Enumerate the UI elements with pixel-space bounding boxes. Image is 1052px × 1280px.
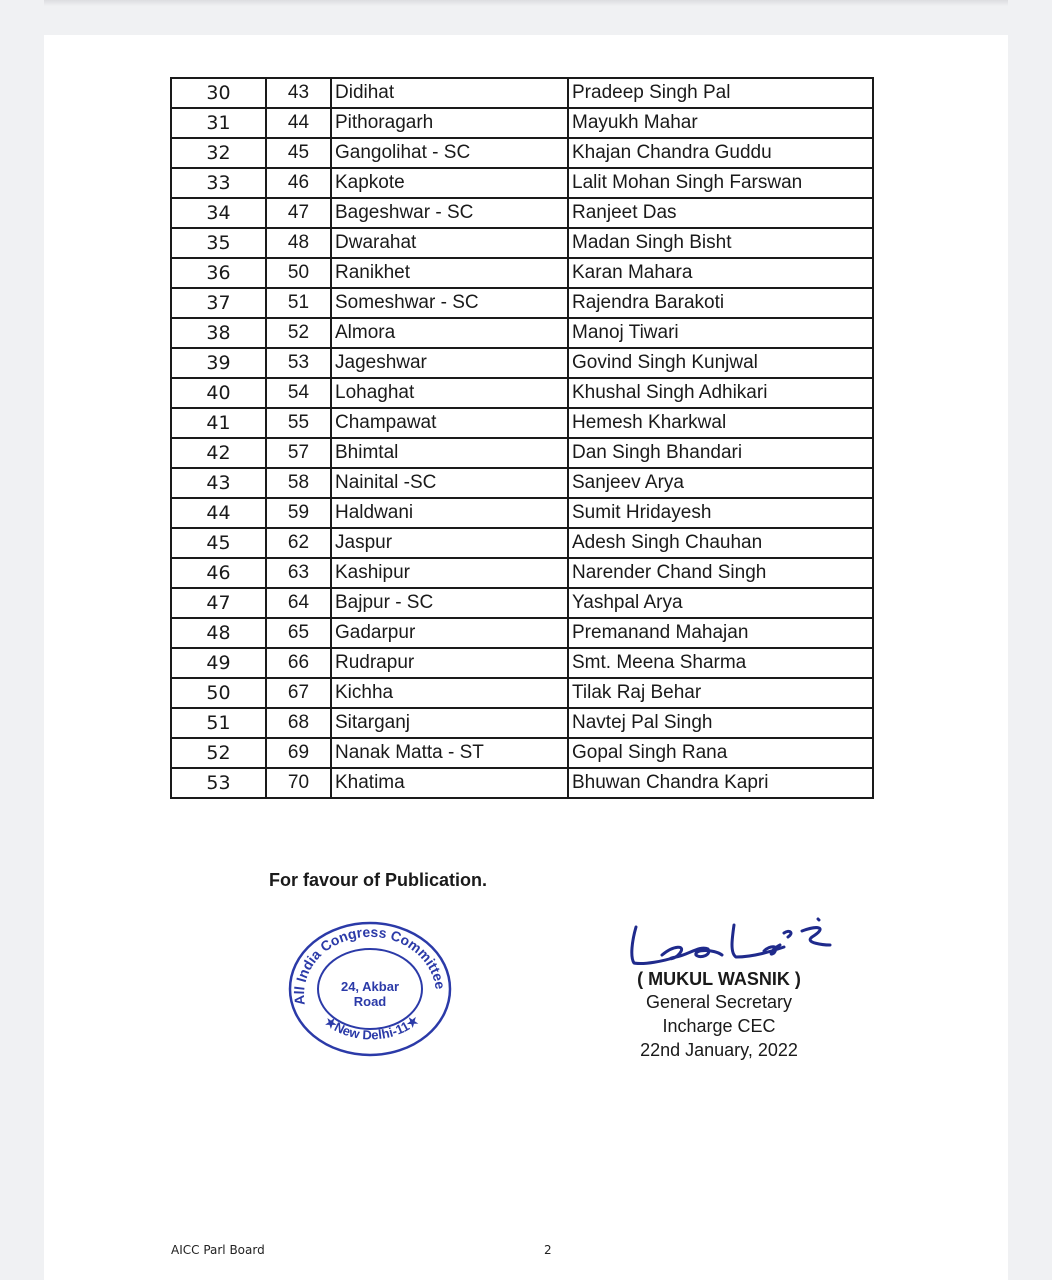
serial-number-cell: 38	[171, 318, 266, 348]
table-row	[171, 348, 873, 378]
signatory-name: ( MUKUL WASNIK )	[637, 969, 801, 989]
table-row	[171, 768, 873, 798]
table-row	[171, 198, 873, 228]
candidate-name-cell: Narender Chand Singh	[568, 558, 873, 588]
candidate-name-cell: Premanand Mahajan	[568, 618, 873, 648]
ac-number-cell: 55	[266, 408, 331, 438]
serial-number-cell: 52	[171, 738, 266, 768]
ac-number-cell: 64	[266, 588, 331, 618]
serial-number-cell: 39	[171, 348, 266, 378]
ac-number-cell: 63	[266, 558, 331, 588]
ac-number-cell: 47	[266, 198, 331, 228]
candidate-name-cell: Gopal Singh Rana	[568, 738, 873, 768]
ac-number-cell: 52	[266, 318, 331, 348]
constituency-cell: Bhimtal	[331, 438, 568, 468]
serial-number-cell: 31	[171, 108, 266, 138]
signature-date: 22nd January, 2022	[640, 1040, 798, 1060]
constituency-cell: Nainital -SC	[331, 468, 568, 498]
table-row	[171, 318, 873, 348]
candidate-name-cell: Yashpal Arya	[568, 588, 873, 618]
serial-number-cell: 34	[171, 198, 266, 228]
serial-number-cell: 36	[171, 258, 266, 288]
signature-block	[599, 905, 839, 1062]
candidate-name-cell: Sanjeev Arya	[568, 468, 873, 498]
serial-number-cell: 44	[171, 498, 266, 528]
table-row	[171, 468, 873, 498]
constituency-cell: Gadarpur	[331, 618, 568, 648]
candidate-name-cell: Khajan Chandra Guddu	[568, 138, 873, 168]
constituency-cell: Sitarganj	[331, 708, 568, 738]
candidate-name-cell: Hemesh Kharkwal	[568, 408, 873, 438]
table-row	[171, 498, 873, 528]
page-number: 2	[544, 1243, 552, 1257]
serial-number-cell: 37	[171, 288, 266, 318]
table-row	[171, 438, 873, 468]
candidate-name-cell: Lalit Mohan Singh Farswan	[568, 168, 873, 198]
constituency-cell: Ranikhet	[331, 258, 568, 288]
ac-number-cell: 51	[266, 288, 331, 318]
ac-number-cell: 53	[266, 348, 331, 378]
constituency-cell: Kapkote	[331, 168, 568, 198]
candidate-name-cell: Khushal Singh Adhikari	[568, 378, 873, 408]
candidate-name-cell: Adesh Singh Chauhan	[568, 528, 873, 558]
constituency-cell: Kichha	[331, 678, 568, 708]
constituency-cell: Bageshwar - SC	[331, 198, 568, 228]
candidate-name-cell: Madan Singh Bisht	[568, 228, 873, 258]
constituency-cell: Lohaghat	[331, 378, 568, 408]
constituency-cell: Dwarahat	[331, 228, 568, 258]
constituency-cell: Haldwani	[331, 498, 568, 528]
table-row	[171, 408, 873, 438]
serial-number-cell: 51	[171, 708, 266, 738]
ac-number-cell: 65	[266, 618, 331, 648]
candidate-table	[170, 77, 874, 799]
constituency-cell: Pithoragarh	[331, 108, 568, 138]
table-row	[171, 738, 873, 768]
footer-org: AICC Parl Board	[171, 1243, 265, 1257]
candidate-name-cell: Govind Singh Kunjwal	[568, 348, 873, 378]
serial-number-cell: 46	[171, 558, 266, 588]
constituency-cell: Kashipur	[331, 558, 568, 588]
candidate-table-body	[171, 78, 873, 798]
ac-number-cell: 46	[266, 168, 331, 198]
table-row	[171, 108, 873, 138]
candidate-name-cell: Dan Singh Bhandari	[568, 438, 873, 468]
constituency-cell: Almora	[331, 318, 568, 348]
seal-outer-text-top: All India Congress Committee	[290, 923, 449, 1006]
candidate-name-cell: Rajendra Barakoti	[568, 288, 873, 318]
table-row	[171, 78, 873, 108]
table-row	[171, 228, 873, 258]
table-row	[171, 528, 873, 558]
ac-number-cell: 66	[266, 648, 331, 678]
serial-number-cell: 50	[171, 678, 266, 708]
serial-number-cell: 47	[171, 588, 266, 618]
seal-center-line1: 24, Akbar	[340, 979, 400, 994]
table-row	[171, 378, 873, 408]
viewer-top-edge	[44, 0, 1008, 6]
constituency-cell: Khatima	[331, 768, 568, 798]
table-row	[171, 708, 873, 738]
constituency-cell: Didihat	[331, 78, 568, 108]
serial-number-cell: 40	[171, 378, 266, 408]
aicc-seal-icon	[284, 917, 456, 1057]
constituency-cell: Rudrapur	[331, 648, 568, 678]
table-row	[171, 558, 873, 588]
serial-number-cell: 30	[171, 78, 266, 108]
table-row	[171, 138, 873, 168]
candidate-name-cell: Smt. Meena Sharma	[568, 648, 873, 678]
serial-number-cell: 35	[171, 228, 266, 258]
table-row	[171, 288, 873, 318]
serial-number-cell: 43	[171, 468, 266, 498]
table-row	[171, 588, 873, 618]
ac-number-cell: 50	[266, 258, 331, 288]
constituency-cell: Someshwar - SC	[331, 288, 568, 318]
ac-number-cell: 69	[266, 738, 331, 768]
ac-number-cell: 58	[266, 468, 331, 498]
publication-note: For favour of Publication.	[269, 870, 488, 890]
ac-number-cell: 44	[266, 108, 331, 138]
ac-number-cell: 70	[266, 768, 331, 798]
serial-number-cell: 33	[171, 168, 266, 198]
document-page	[44, 35, 1008, 1280]
svg-text:★New Delhi-11★	[322, 1012, 422, 1043]
table-row	[171, 168, 873, 198]
signatory-role: Incharge CEC	[662, 1016, 776, 1036]
constituency-cell: Champawat	[331, 408, 568, 438]
serial-number-cell: 41	[171, 408, 266, 438]
candidate-name-cell: Bhuwan Chandra Kapri	[568, 768, 873, 798]
candidate-name-cell: Tilak Raj Behar	[568, 678, 873, 708]
handwritten-signature-icon	[604, 905, 834, 977]
candidate-name-cell: Mayukh Mahar	[568, 108, 873, 138]
candidate-name-cell: Navtej Pal Singh	[568, 708, 873, 738]
serial-number-cell: 42	[171, 438, 266, 468]
constituency-cell: Gangolihat - SC	[331, 138, 568, 168]
constituency-cell: Jageshwar	[331, 348, 568, 378]
seal-outer-text-bottom: ★New Delhi-11★	[321, 1012, 422, 1043]
ac-number-cell: 67	[266, 678, 331, 708]
serial-number-cell: 48	[171, 618, 266, 648]
table-row	[171, 678, 873, 708]
candidate-name-cell: Karan Mahara	[568, 258, 873, 288]
constituency-cell: Nanak Matta - ST	[331, 738, 568, 768]
ac-number-cell: 62	[266, 528, 331, 558]
ac-number-cell: 59	[266, 498, 331, 528]
candidate-name-cell: Sumit Hridayesh	[568, 498, 873, 528]
seal-center-line2: Road	[353, 994, 387, 1009]
ac-number-cell: 57	[266, 438, 331, 468]
ac-number-cell: 48	[266, 228, 331, 258]
table-row	[171, 648, 873, 678]
serial-number-cell: 53	[171, 768, 266, 798]
serial-number-cell: 49	[171, 648, 266, 678]
candidate-name-cell: Pradeep Singh Pal	[568, 78, 873, 108]
candidate-name-cell: Manoj Tiwari	[568, 318, 873, 348]
serial-number-cell: 32	[171, 138, 266, 168]
ac-number-cell: 54	[266, 378, 331, 408]
constituency-cell: Bajpur - SC	[331, 588, 568, 618]
ac-number-cell: 68	[266, 708, 331, 738]
serial-number-cell: 45	[171, 528, 266, 558]
table-row	[171, 618, 873, 648]
ac-number-cell: 43	[266, 78, 331, 108]
ac-number-cell: 45	[266, 138, 331, 168]
table-row	[171, 258, 873, 288]
signatory-title: General Secretary	[645, 992, 793, 1012]
constituency-cell: Jaspur	[331, 528, 568, 558]
candidate-name-cell: Ranjeet Das	[568, 198, 873, 228]
